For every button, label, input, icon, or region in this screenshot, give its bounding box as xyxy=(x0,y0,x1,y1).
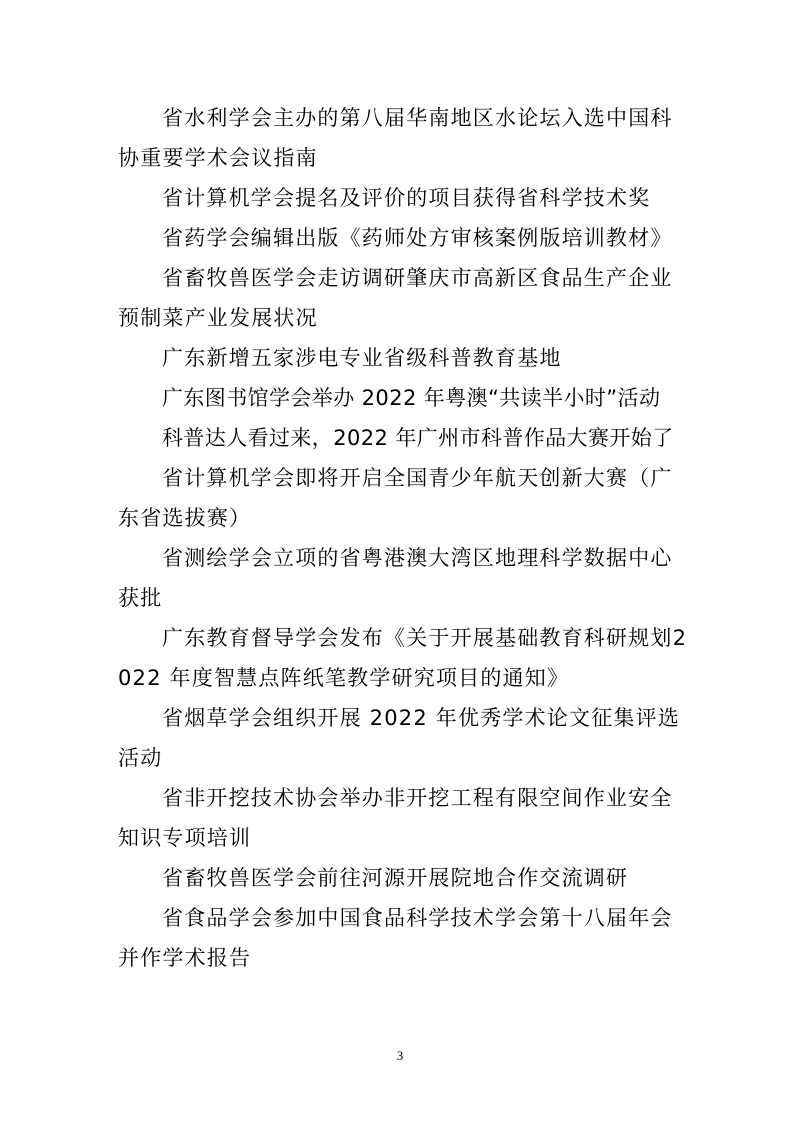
list-item: 省畜牧兽医学会前往河源开展院地合作交流调研 xyxy=(162,866,629,890)
list-item: 广东图书馆学会举办 2022 年粤澳“共读半小时”活动 xyxy=(162,386,661,410)
list-item: 科普达人看过来，2022 年广州市科普作品大赛开始了 xyxy=(162,426,674,450)
list-item: 省食品学会参加中国食品科学技术学会第十八届年会并作学术报告 xyxy=(118,906,673,970)
list-item: 广东教育督导学会发布《关于开展基础教育科研规划2022 年度智慧点阵纸笔教学研究项目的通知》 xyxy=(118,626,688,690)
list-item: 省畜牧兽医学会走访调研肇庆市高新区食品生产企业预制菜产业发展状况 xyxy=(118,266,673,330)
list-item: 省计算机学会即将开启全国青少年航天创新大赛（广东省选拔赛） xyxy=(118,466,673,530)
list-item: 省烟草学会组织开展 2022 年优秀学术论文征集评选活动 xyxy=(118,706,680,770)
list-item: 省测绘学会立项的省粤港澳大湾区地理科学数据中心获批 xyxy=(118,546,673,610)
page-number: 3 xyxy=(396,1048,404,1063)
list-item: 广东新增五家涉电专业省级科普教育基地 xyxy=(162,346,562,370)
list-item: 省计算机学会提名及评价的项目获得省科学技术奖 xyxy=(162,186,651,210)
news-list xyxy=(118,98,690,978)
list-item: 省非开挖技术协会举办非开挖工程有限空间作业安全知识专项培训 xyxy=(118,786,673,850)
list-item: 省药学会编辑出版《药师处方审核案例版培训教材》 xyxy=(162,226,673,250)
list-item: 省水利学会主办的第八届华南地区水论坛入选中国科协重要学术会议指南 xyxy=(118,106,673,170)
